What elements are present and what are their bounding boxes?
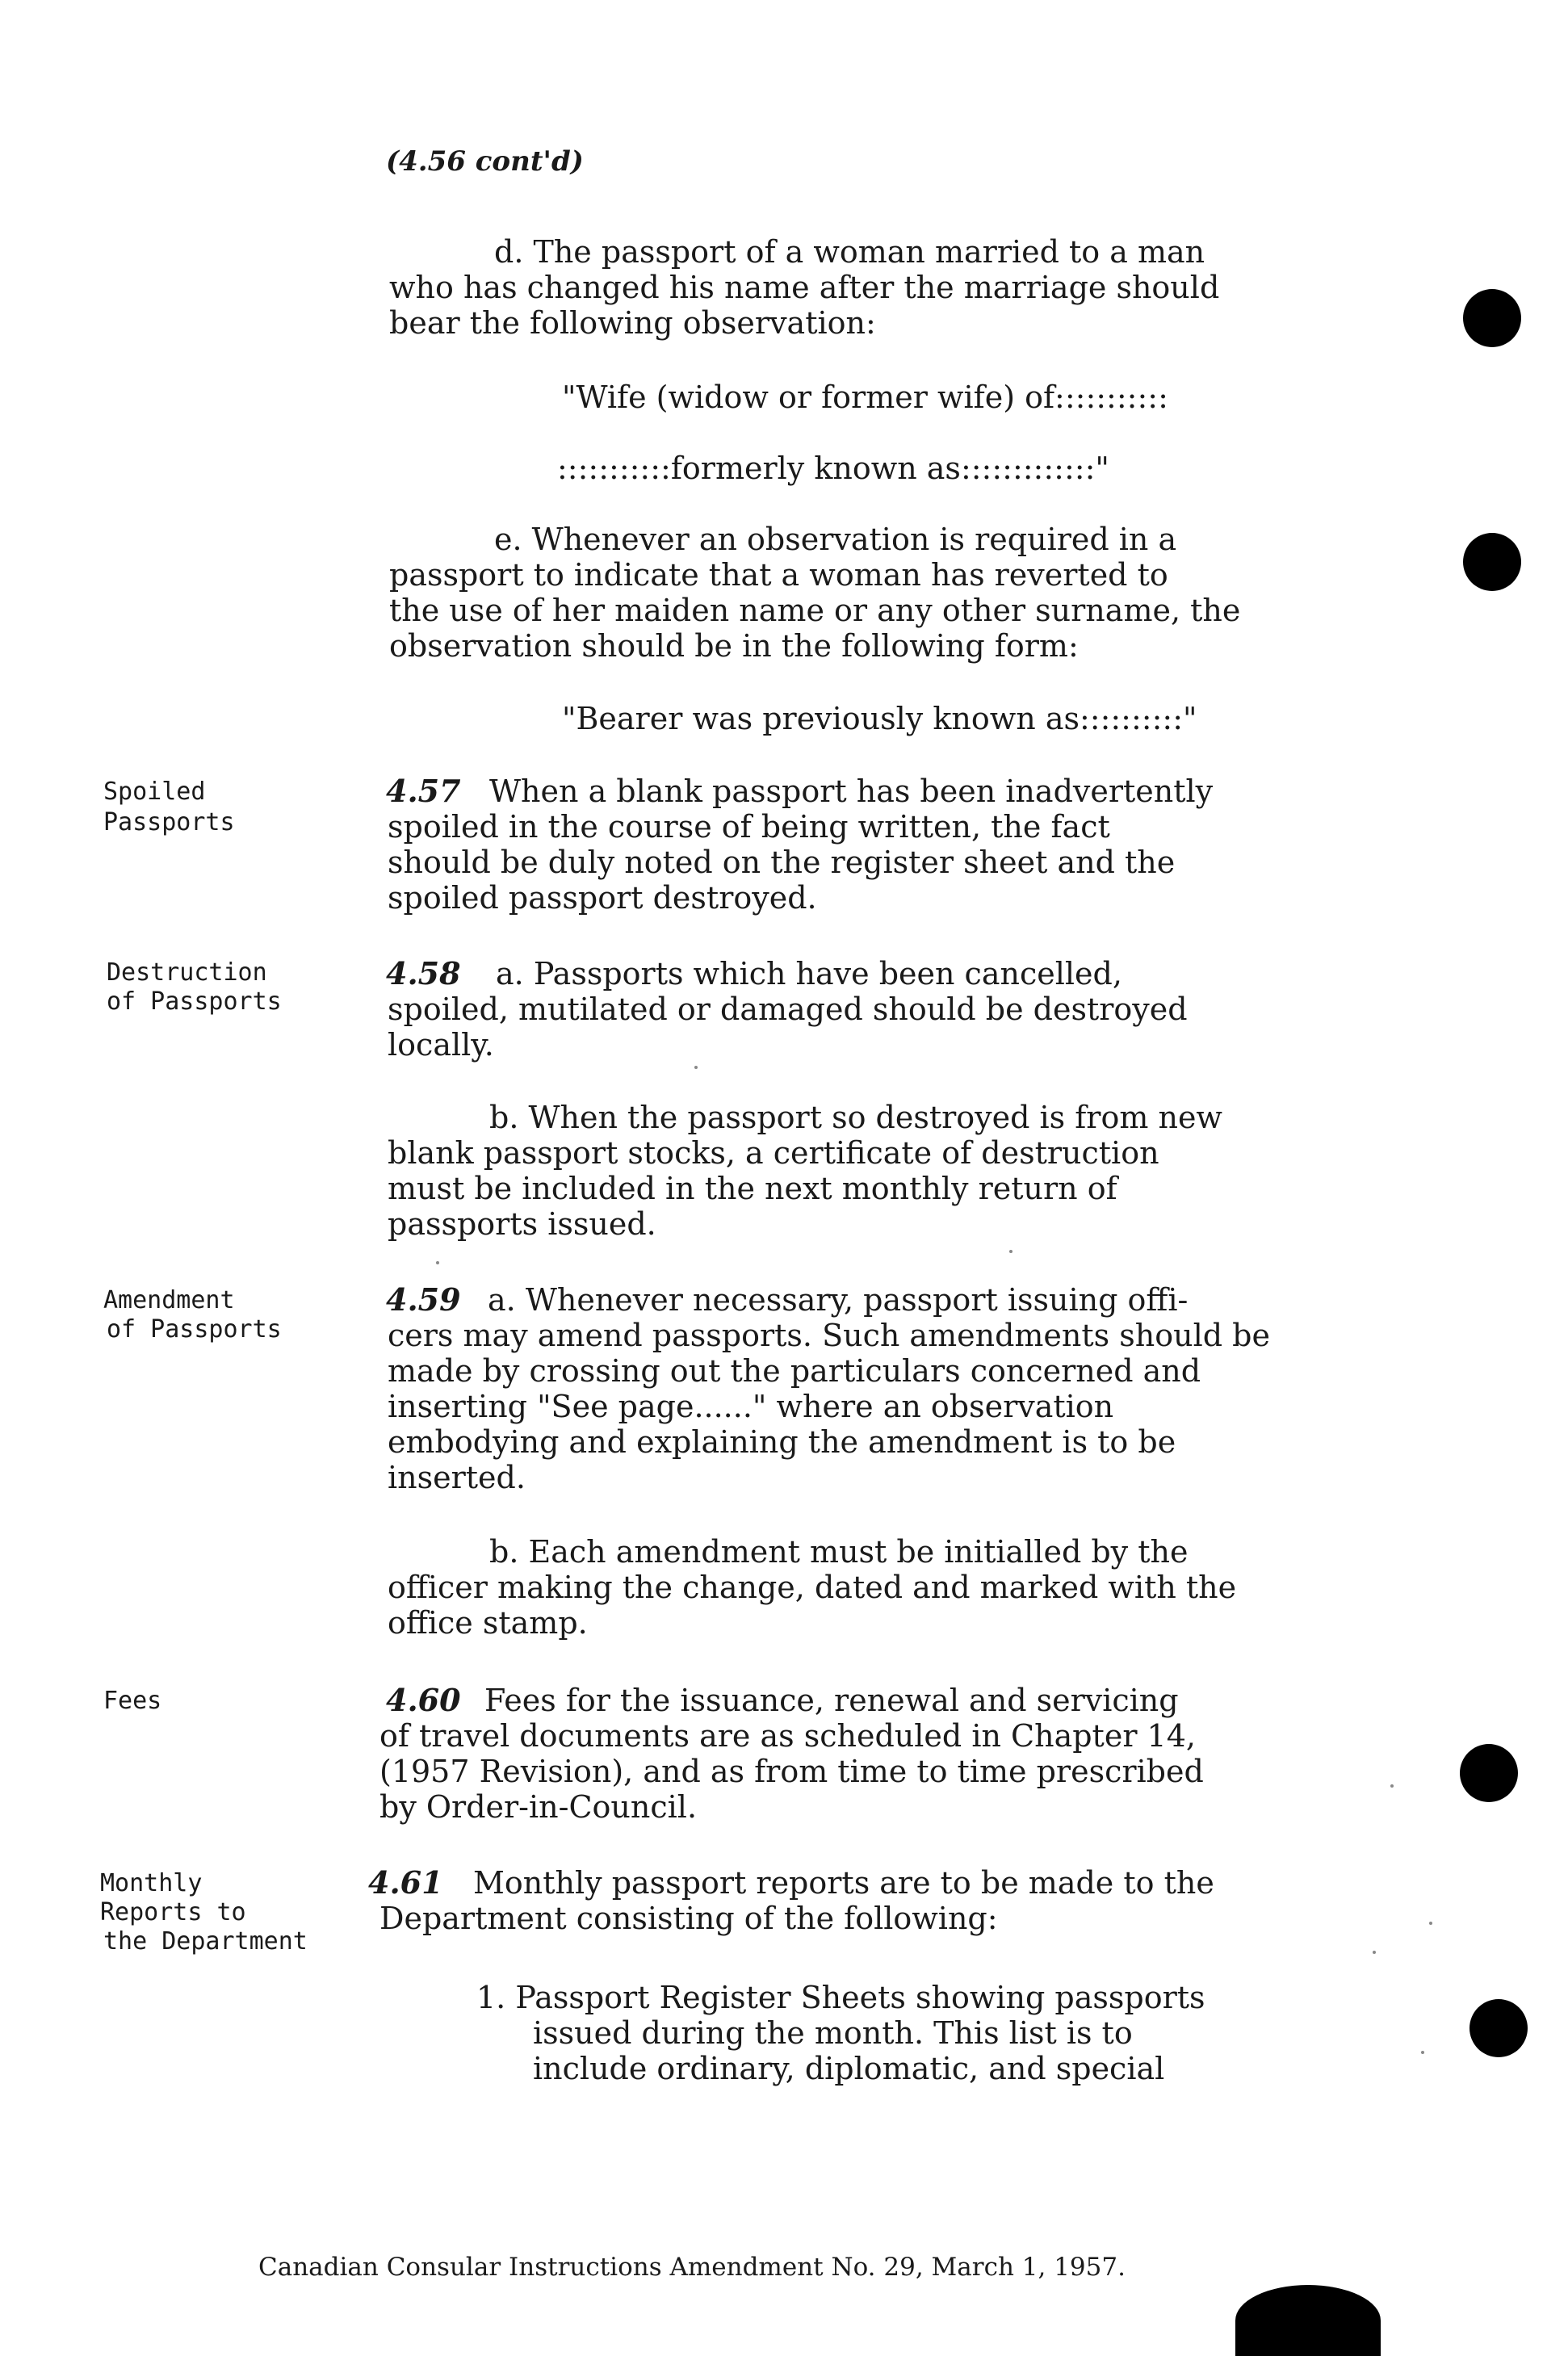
section-number: 4.60 xyxy=(386,1682,461,1718)
quote-line: "Wife (widow or former wife) of::::::::::: xyxy=(562,379,1168,415)
text-line: (1957 Revision), and as from time to time prescribed xyxy=(379,1754,1204,1789)
text-line: must be included in the next monthly return of xyxy=(388,1171,1117,1206)
text-line: b. When the passport so destroyed is from new xyxy=(489,1100,1222,1135)
text-line: who has changed his name after the marriage should xyxy=(389,270,1220,305)
margin-note: the Department xyxy=(103,1927,308,1956)
text-line: blank passport stocks, a certificate of destruction xyxy=(388,1135,1159,1171)
text-line: the use of her maiden name or any other surname, the xyxy=(389,593,1241,628)
text-line: spoiled, mutilated or damaged should be destroyed xyxy=(388,991,1188,1027)
section-number: 4.58 xyxy=(386,955,461,991)
margin-note: of Passports xyxy=(107,987,282,1016)
text-line: embodying and explaining the amendment is to be xyxy=(388,1424,1176,1460)
text-line: d. The passport of a woman married to a man xyxy=(494,234,1205,270)
text-line: officer making the change, dated and marked with the xyxy=(388,1570,1237,1605)
margin-note: of Passports xyxy=(107,1315,282,1344)
margin-note: Fees xyxy=(103,1687,162,1715)
text-line: office stamp. xyxy=(388,1605,588,1641)
scan-speck xyxy=(694,1066,698,1069)
text-line: inserted. xyxy=(388,1460,526,1495)
text-line: e. Whenever an observation is required in a xyxy=(494,522,1177,557)
ink-blot xyxy=(1235,2285,1381,2356)
punch-hole xyxy=(1463,533,1521,591)
text-line: a. Whenever necessary, passport issuing offi- xyxy=(488,1282,1189,1318)
text-line: Monthly passport reports are to be made to the xyxy=(473,1865,1214,1901)
quote-line: :::::::::::formerly known as:::::::::::::" xyxy=(557,451,1109,486)
section-number: 4.57 xyxy=(386,773,461,809)
scan-speck xyxy=(1373,1951,1376,1954)
text-line: passport to indicate that a woman has reverted to xyxy=(389,557,1168,593)
quote-bearer: "Bearer was previously known as::::::::::" xyxy=(562,701,1197,736)
text-line: observation should be in the following form: xyxy=(389,628,1079,664)
list-item-line: issued during the month. This list is to xyxy=(533,2015,1133,2051)
text-line: Department consisting of the following: xyxy=(379,1901,998,1936)
text-line: bear the following observation: xyxy=(389,305,876,341)
margin-note: Reports to xyxy=(100,1898,246,1926)
page-footer: Canadian Consular Instructions Amendment No. 29, March 1, 1957. xyxy=(258,2253,1126,2282)
margin-note: Destruction xyxy=(107,958,267,987)
text-line: When a blank passport has been inadvertently xyxy=(489,773,1214,809)
text-line: of travel documents are as scheduled in Chapter 14, xyxy=(379,1718,1196,1754)
text-line: by Order-in-Council. xyxy=(379,1789,698,1825)
scan-speck xyxy=(1429,1922,1432,1925)
text-line: locally. xyxy=(388,1027,494,1063)
text-line: made by crossing out the particulars concerned and xyxy=(388,1353,1201,1389)
scan-speck xyxy=(1390,1784,1394,1788)
scan-speck xyxy=(436,1261,439,1264)
section-number: 4.61 xyxy=(368,1864,443,1901)
punch-hole xyxy=(1460,1744,1518,1802)
list-item-line: include ordinary, diplomatic, and special xyxy=(533,2051,1165,2086)
text-line: a. Passports which have been cancelled, xyxy=(496,956,1122,991)
scan-speck xyxy=(1009,1250,1012,1253)
text-line: cers may amend passports. Such amendments should be xyxy=(388,1318,1270,1353)
punch-hole xyxy=(1463,289,1521,347)
scan-speck xyxy=(1421,2051,1424,2054)
text-line: spoiled in the course of being written, the fact xyxy=(388,809,1110,845)
text-line: Fees for the issuance, renewal and servicing xyxy=(484,1683,1179,1718)
page-header: (4.56 cont'd) xyxy=(386,145,584,178)
text-line: should be duly noted on the register sheet and the xyxy=(388,845,1176,880)
text-line: b. Each amendment must be initialled by the xyxy=(489,1534,1189,1570)
margin-note: Passports xyxy=(103,808,235,836)
section-number: 4.59 xyxy=(386,1281,461,1318)
text-line: inserting "See page......" where an observation xyxy=(388,1389,1114,1424)
text-line: passports issued. xyxy=(388,1206,656,1242)
margin-note: Amendment xyxy=(103,1286,235,1314)
margin-note: Monthly xyxy=(100,1869,203,1897)
margin-note: Spoiled xyxy=(103,778,206,806)
text-line: spoiled passport destroyed. xyxy=(388,880,817,916)
punch-hole xyxy=(1469,1999,1528,2057)
list-item-line: 1. Passport Register Sheets showing passports xyxy=(476,1980,1205,2015)
